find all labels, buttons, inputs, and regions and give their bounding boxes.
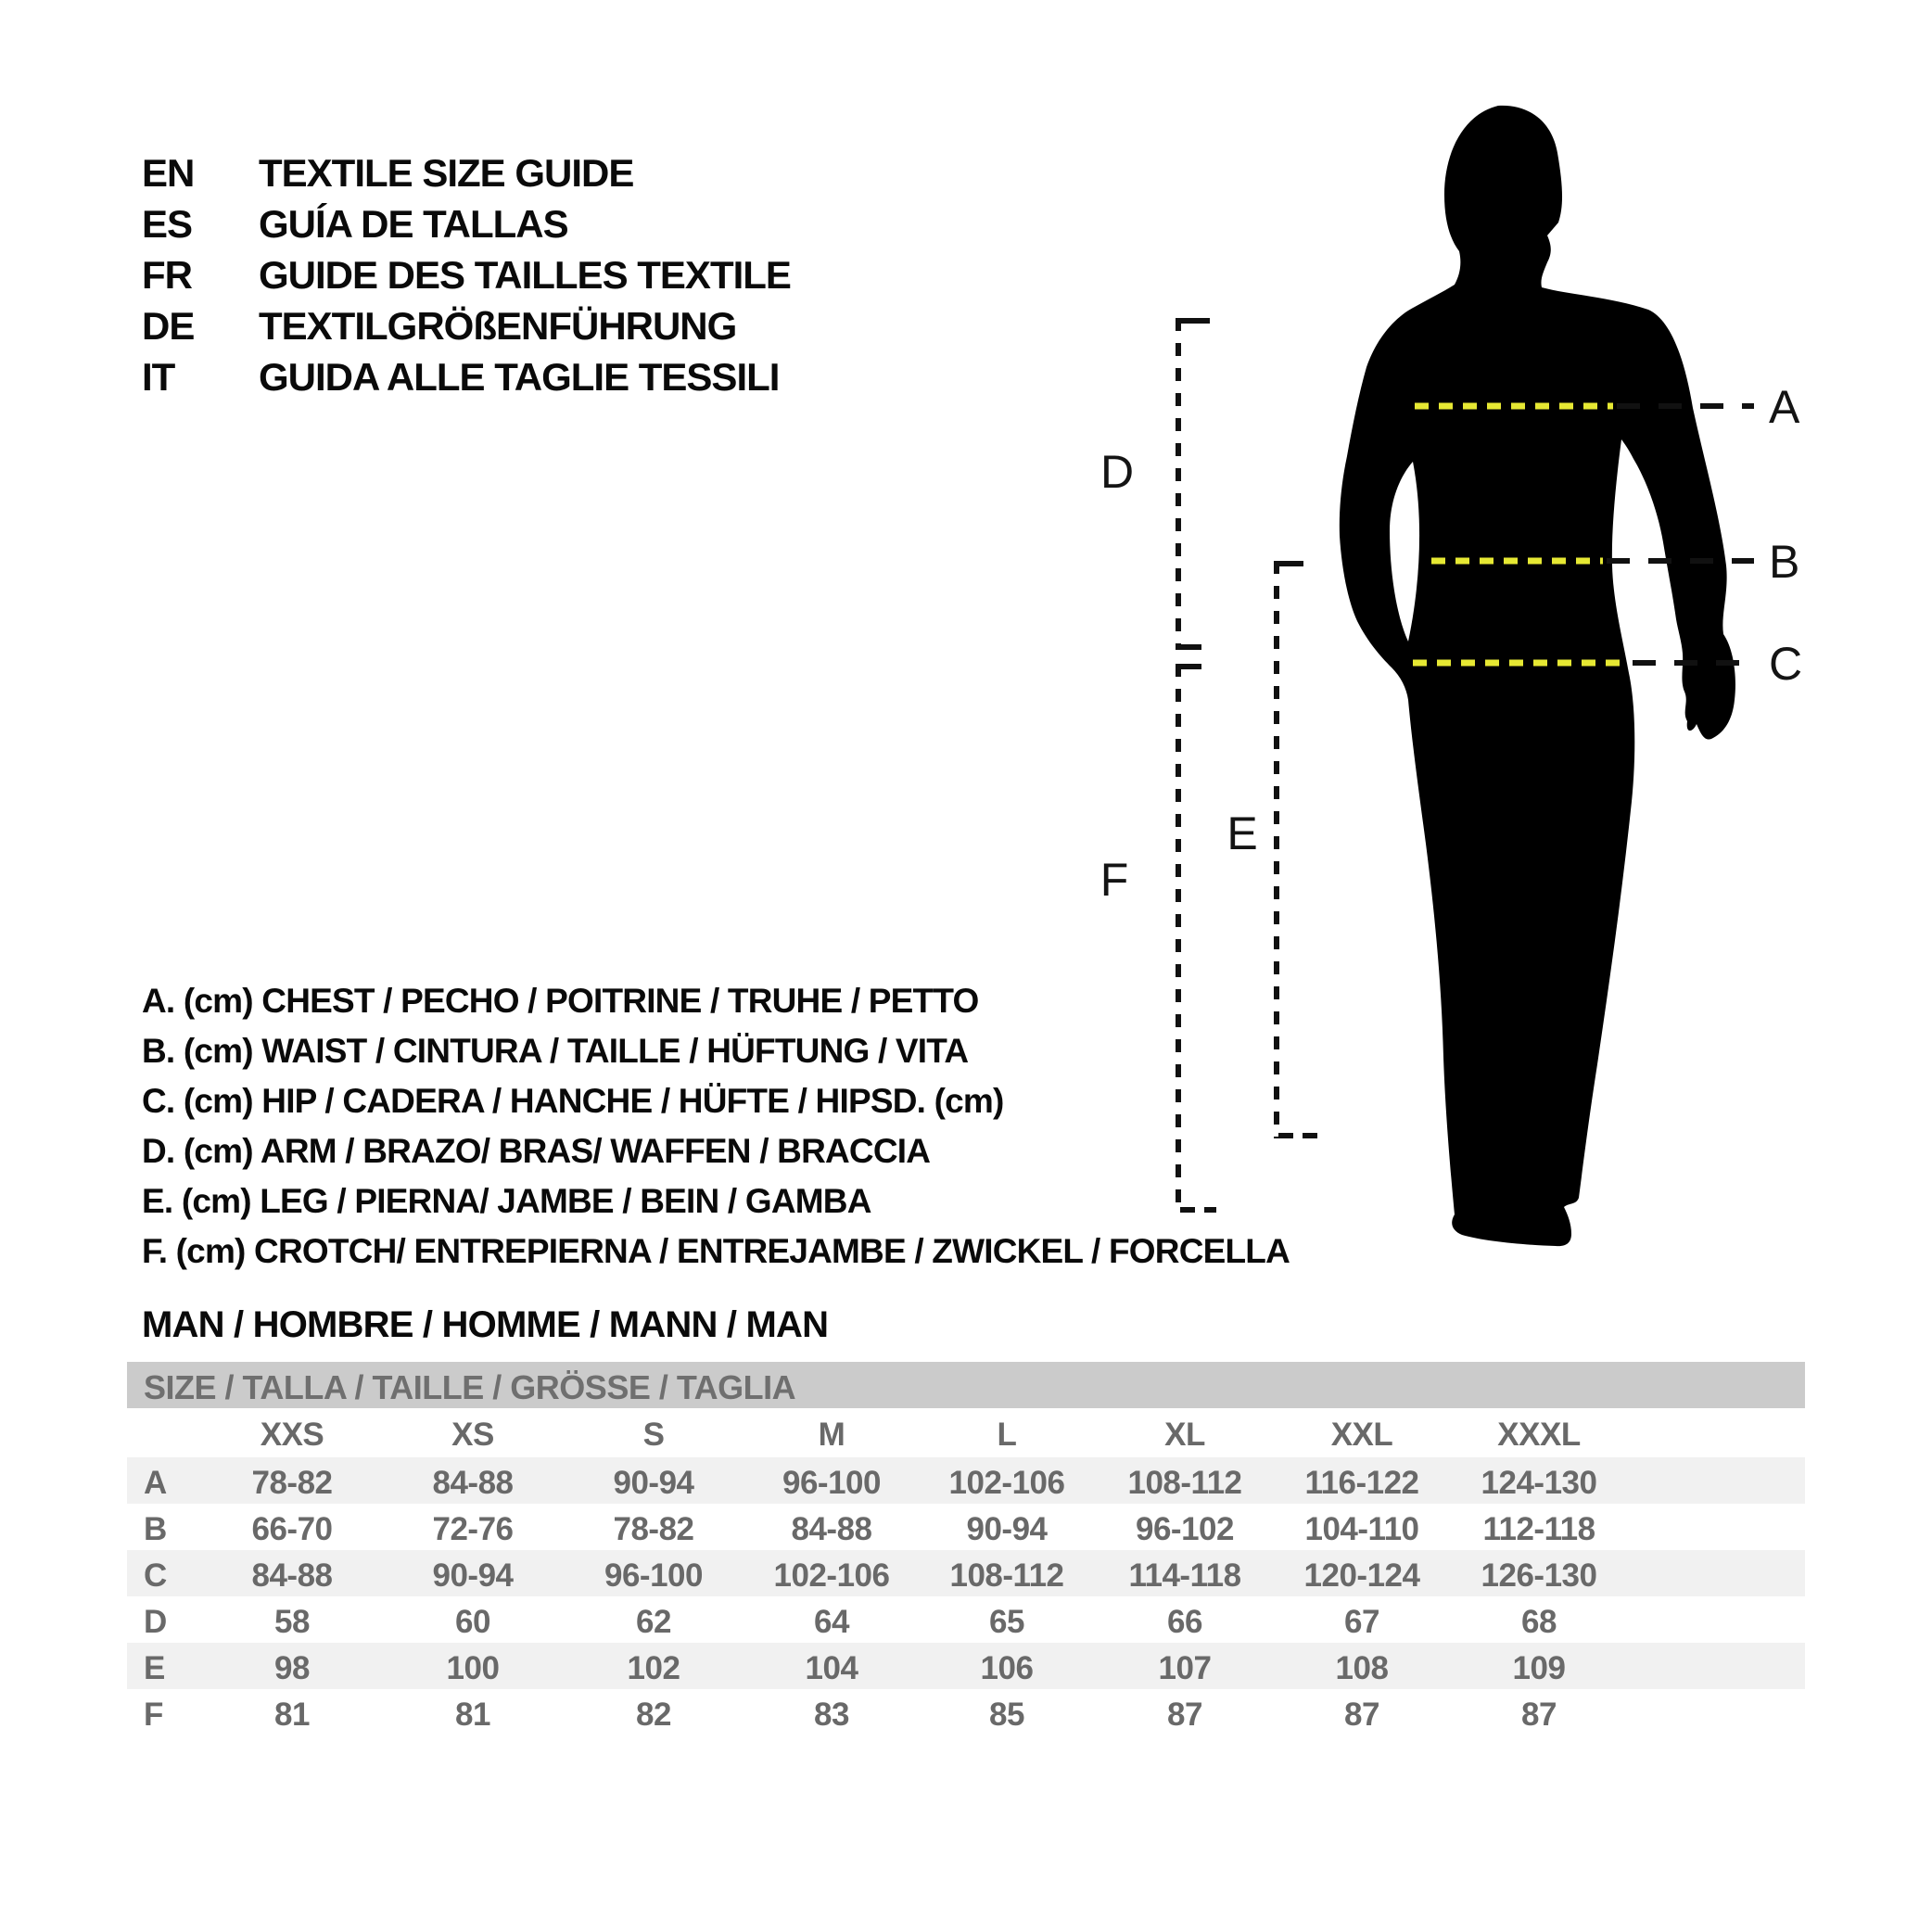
cell: 66: [1167, 1604, 1202, 1640]
cell: 114-118: [1128, 1557, 1241, 1594]
size-col-xxxl: XXXL: [1497, 1417, 1581, 1453]
cell: 90-94: [613, 1465, 694, 1501]
cell: 60: [455, 1604, 490, 1640]
cell: 100: [446, 1650, 500, 1686]
cell: 90-94: [966, 1511, 1048, 1547]
label-E: E: [1227, 807, 1258, 859]
cell: 85: [989, 1697, 1024, 1733]
size-col-l: L: [997, 1417, 1017, 1453]
row-label: B: [144, 1511, 168, 1547]
cell: 96-100: [782, 1465, 881, 1501]
cell: 108-112: [1127, 1465, 1242, 1501]
category-line: MAN / HOMBRE / HOMME / MANN / MAN: [142, 1304, 829, 1345]
desc-waist: B. (cm) WAIST / CINTURA / TAILLE / HÜFTUNG / VITA: [142, 1032, 969, 1070]
lang-code-de: DE: [142, 304, 195, 348]
cell: 62: [636, 1604, 671, 1640]
cell: 67: [1344, 1604, 1379, 1640]
table-row-crotch: [127, 1689, 1805, 1735]
size-col-xxl: XXL: [1330, 1417, 1393, 1453]
row-label: F: [144, 1697, 164, 1733]
lang-code-es: ES: [142, 202, 193, 246]
cell: 106: [980, 1650, 1034, 1686]
cell: 102-106: [948, 1465, 1065, 1501]
cell: 83: [814, 1697, 849, 1733]
arm-dimension-line: [1178, 318, 1210, 650]
desc-leg: E. (cm) LEG / PIERNA/ JAMBE / BEIN / GAMBA: [142, 1182, 871, 1220]
cell: 102: [627, 1650, 680, 1686]
row-label: E: [144, 1650, 166, 1686]
cell: 104-110: [1304, 1511, 1419, 1547]
cell: 66-70: [251, 1511, 333, 1547]
cell: 82: [636, 1697, 671, 1733]
size-col-s: S: [642, 1417, 665, 1453]
table-row-waist: [127, 1504, 1805, 1550]
lang-label-es: GUÍA DE TALLAS: [259, 202, 568, 246]
cell: 109: [1512, 1650, 1566, 1686]
cell: 78-82: [613, 1511, 694, 1547]
desc-crotch: F. (cm) CROTCH/ ENTREPIERNA / ENTREJAMBE / ZWICKEL / FORCELLA: [142, 1232, 1290, 1270]
cell: 126-130: [1481, 1557, 1597, 1594]
desc-arm: D. (cm) ARM / BRAZO/ BRAS/ WAFFEN / BRACCIA: [142, 1132, 931, 1170]
lang-code-fr: FR: [142, 253, 192, 297]
cell: 120-124: [1303, 1557, 1420, 1594]
row-label: D: [144, 1604, 168, 1640]
size-table-header-band: [127, 1362, 1805, 1408]
cell: 124-130: [1481, 1465, 1597, 1501]
man-silhouette-shape: [1340, 106, 1735, 1246]
desc-hip: C. (cm) HIP / CADERA / HANCHE / HÜFTE / HIPSD. (cm): [142, 1082, 1004, 1120]
cell: 78-82: [251, 1465, 333, 1501]
lang-code-en: EN: [142, 151, 195, 195]
label-C: C: [1769, 638, 1803, 690]
row-label: C: [144, 1557, 168, 1594]
size-col-xl: XL: [1164, 1417, 1205, 1453]
cell: 108: [1335, 1650, 1389, 1686]
cell: 81: [455, 1697, 490, 1733]
lang-label-it: GUIDA ALLE TAGLIE TESSILI: [259, 355, 780, 399]
desc-chest: A. (cm) CHEST / PECHO / POITRINE / TRUHE / PETTO: [142, 982, 979, 1020]
cell: 104: [805, 1650, 858, 1686]
cell: 84-88: [791, 1511, 872, 1547]
label-A: A: [1769, 381, 1800, 433]
size-col-xs: XS: [451, 1417, 494, 1453]
lang-label-en: TEXTILE SIZE GUIDE: [259, 151, 634, 195]
size-columns-row: [127, 1411, 1805, 1457]
size-table-header-text: SIZE / TALLA / TAILLE / GRÖSSE / TAGLIA: [144, 1368, 796, 1406]
table-row-leg: [127, 1643, 1805, 1689]
cell: 98: [274, 1650, 310, 1686]
cell: 102-106: [773, 1557, 890, 1594]
cell: 64: [814, 1604, 849, 1640]
cell: 90-94: [432, 1557, 514, 1594]
cell: 84-88: [432, 1465, 514, 1501]
cell: 87: [1521, 1697, 1557, 1733]
cell: 84-88: [251, 1557, 333, 1594]
cell: 87: [1344, 1697, 1379, 1733]
cell: 65: [989, 1604, 1024, 1640]
cell: 96-102: [1136, 1511, 1234, 1547]
cell: 96-100: [604, 1557, 703, 1594]
label-F: F: [1099, 854, 1129, 906]
cell: 87: [1167, 1697, 1202, 1733]
cell: 81: [274, 1697, 310, 1733]
label-D: D: [1099, 446, 1135, 498]
row-label: A: [144, 1465, 168, 1501]
table-row-hip: [127, 1550, 1805, 1596]
cell: 108-112: [949, 1557, 1064, 1594]
cell: 68: [1521, 1604, 1557, 1640]
cell: 112-118: [1482, 1511, 1595, 1547]
cell: 58: [274, 1604, 310, 1640]
table-row-arm: [127, 1596, 1805, 1643]
cell: 72-76: [432, 1511, 514, 1547]
cell: 107: [1158, 1650, 1212, 1686]
size-col-xxs: XXS: [260, 1417, 324, 1453]
crotch-dimension-line: [1178, 664, 1216, 1213]
leg-dimension-line: [1277, 561, 1320, 1138]
lang-code-it: IT: [142, 355, 175, 399]
label-B: B: [1769, 536, 1800, 588]
cell: 116-122: [1304, 1465, 1419, 1501]
size-col-m: M: [818, 1417, 845, 1453]
lang-label-fr: GUIDE DES TAILLES TEXTILE: [259, 253, 791, 297]
lang-label-de: TEXTILGRÖßENFÜHRUNG: [259, 304, 737, 348]
table-row-chest: [127, 1457, 1805, 1504]
